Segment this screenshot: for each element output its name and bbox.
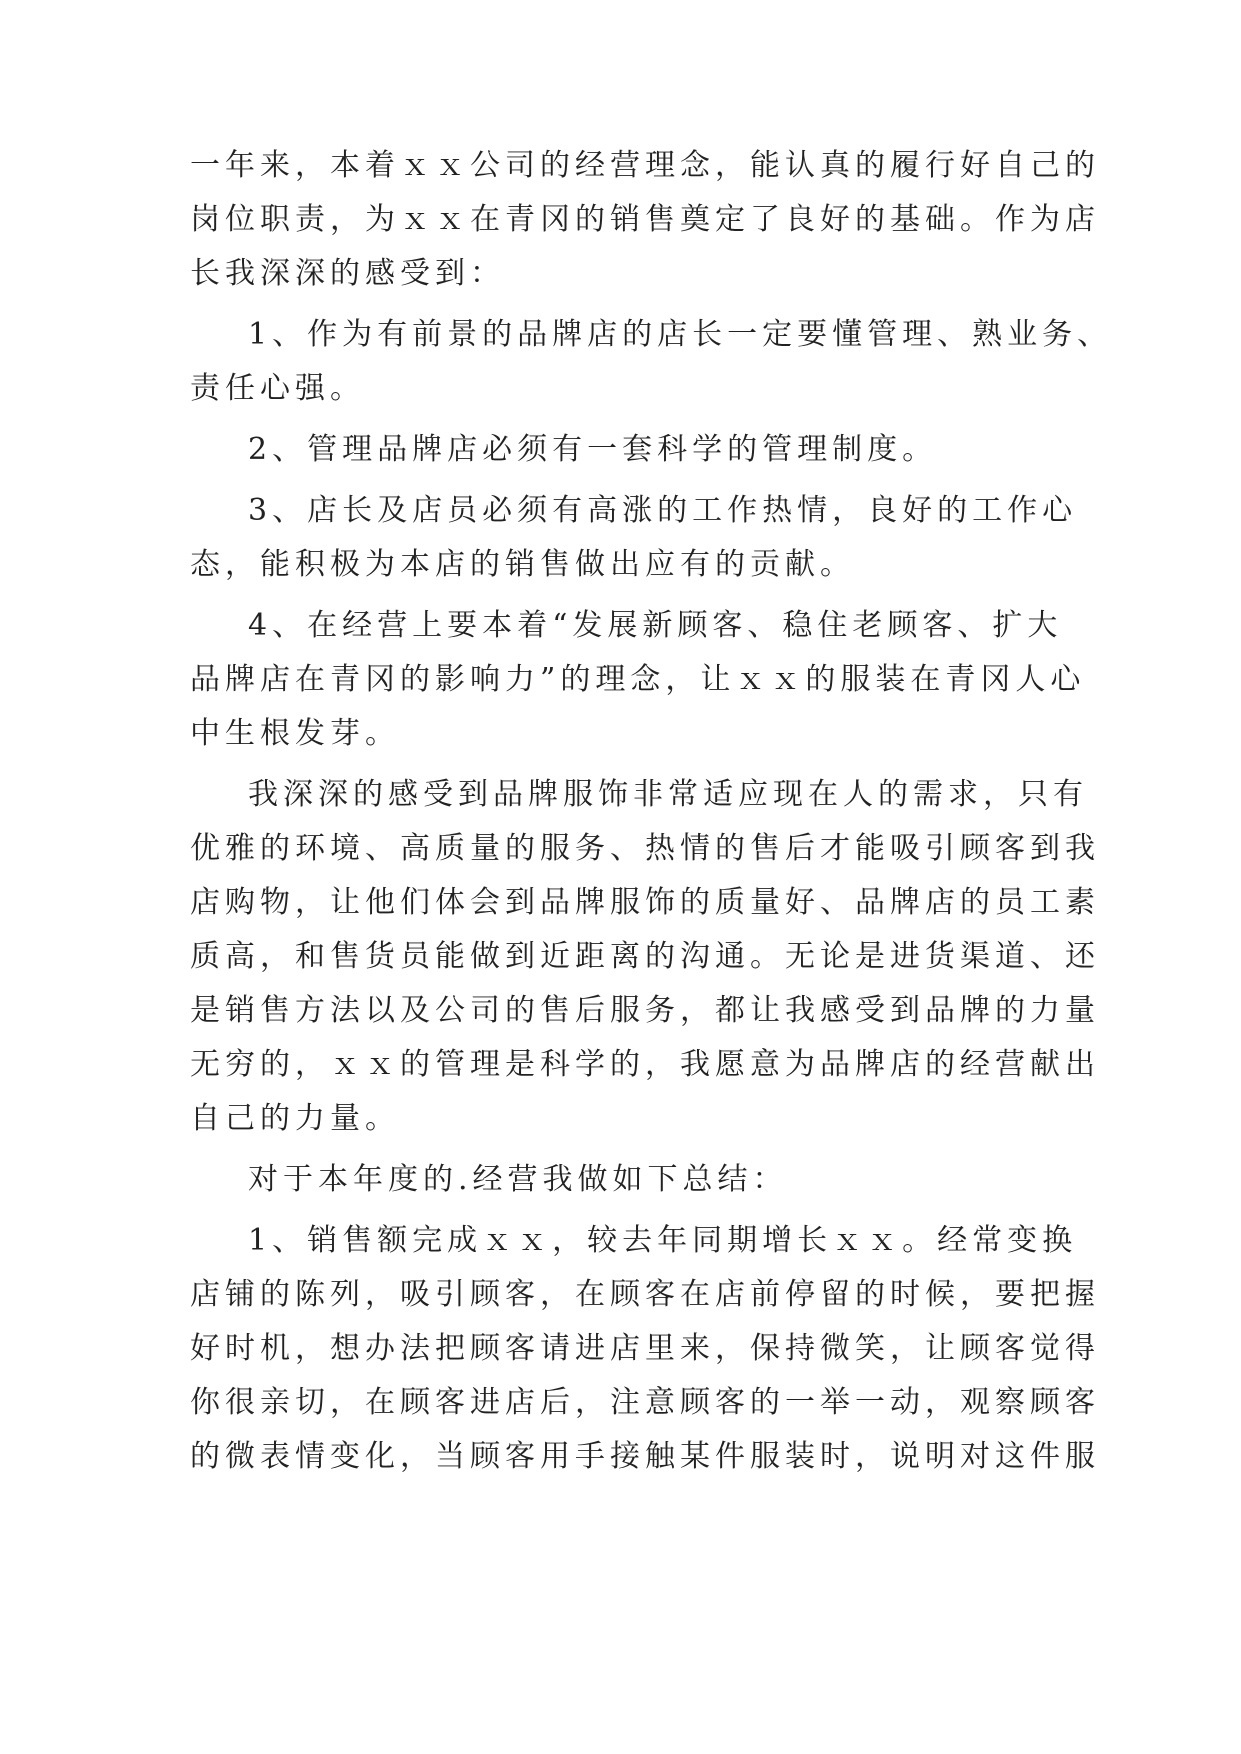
text-line: 3、店长及店员必须有高涨的工作热情，良好的工作心 — [248, 493, 1078, 528]
text-line: 1、销售额完成ｘｘ，较去年同期增长ｘｘ。经常变换 — [248, 1223, 1078, 1258]
text-line: 4、在经营上要本着“发展新顾客、稳住老顾客、扩大 — [248, 608, 1063, 643]
text-line: 你很亲切，在顾客进店后，注意顾客的一举一动，观察顾客 — [190, 1385, 1100, 1420]
text-line: 长我深深的感受到： — [190, 256, 505, 291]
text-line: 岗位职责，为ｘｘ在青冈的销售奠定了良好的基础。作为店 — [190, 202, 1100, 237]
text-line: 无穷的，ｘｘ的管理是科学的，我愿意为品牌店的经营献出 — [190, 1047, 1100, 1082]
text-line: 好时机，想办法把顾客请进店里来，保持微笑，让顾客觉得 — [190, 1331, 1100, 1366]
text-line: 是销售方法以及公司的售后服务，都让我感受到品牌的力量 — [190, 993, 1100, 1028]
text-line: 品牌店在青冈的影响力”的理念，让ｘｘ的服装在青冈人心 — [190, 662, 1086, 697]
text-line: 责任心强。 — [190, 371, 365, 406]
text-line: 一年来，本着ｘｘ公司的经营理念，能认真的履行好自己的 — [190, 148, 1100, 183]
text-line: 优雅的环境、高质量的服务、热情的售后才能吸引顾客到我 — [190, 831, 1100, 866]
text-line: 态，能积极为本店的销售做出应有的贡献。 — [190, 547, 855, 582]
text-line: 店铺的陈列，吸引顾客，在顾客在店前停留的时候，要把握 — [190, 1277, 1100, 1312]
text-line: 的微表情变化，当顾客用手接触某件服装时，说明对这件服 — [190, 1439, 1100, 1474]
text-line: 质高，和售货员能做到近距离的沟通。无论是进货渠道、还 — [190, 939, 1100, 974]
text-line: 自己的力量。 — [190, 1101, 400, 1136]
text-line: 2、管理品牌店必须有一套科学的管理制度。 — [248, 432, 938, 467]
text-line: 中生根发芽。 — [190, 716, 400, 751]
text-line: 店购物，让他们体会到品牌服饰的质量好、品牌店的员工素 — [190, 885, 1100, 920]
text-line: 我深深的感受到品牌服饰非常适应现在人的需求，只有 — [248, 777, 1088, 812]
text-line: 对于本年度的.经营我做如下总结： — [248, 1162, 788, 1197]
text-line: 1、作为有前景的品牌店的店长一定要懂管理、熟业务、 — [248, 317, 1113, 352]
